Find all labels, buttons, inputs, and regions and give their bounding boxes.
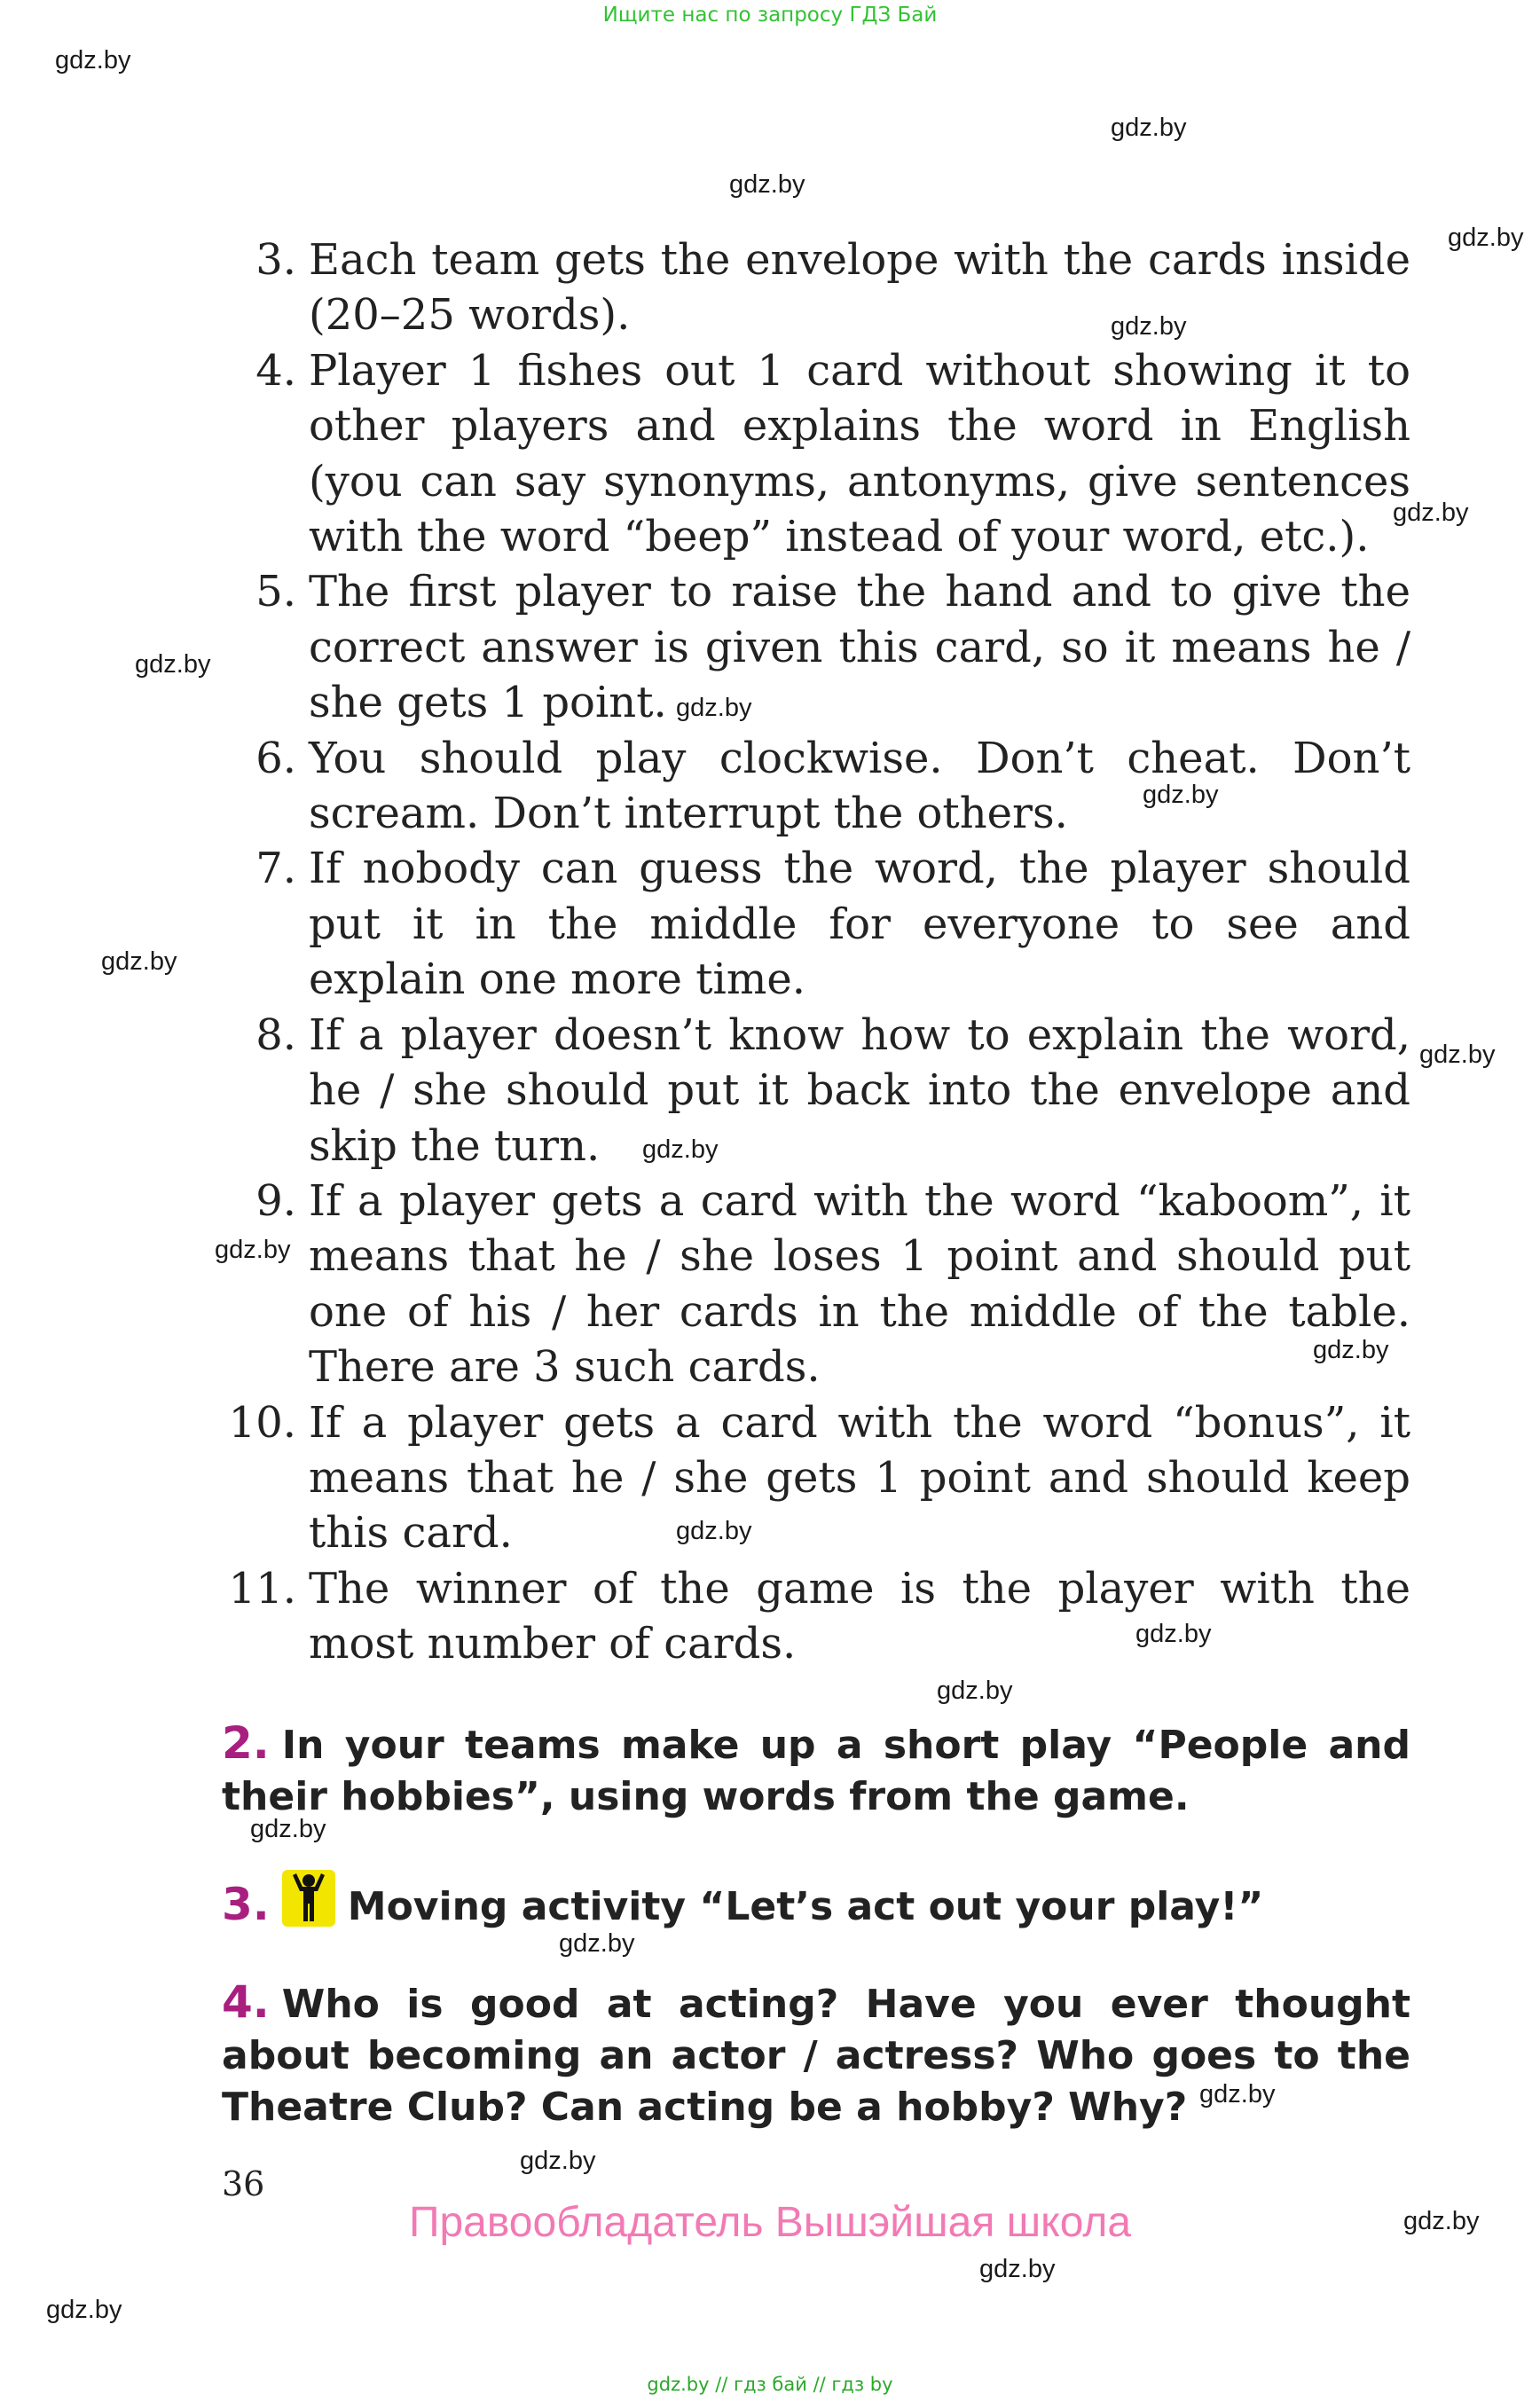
bottom-links[interactable]: gdz.by // гдз бай // гдз by	[647, 2374, 893, 2395]
rule-text: Player 1 fishes out 1 card without showing it to other players and explains the word in English (you can say synonyms, antonyms, give sentences with the word “beep” instead of your word, etc.).	[309, 345, 1410, 562]
watermark: gdz.by	[520, 2147, 596, 2175]
watermark: gdz.by	[215, 1236, 291, 1264]
task-number: 4.	[222, 1976, 270, 2028]
rule-text: The winner of the game is the player with the most number of cards.	[309, 1563, 1410, 1669]
rule-item	[211, 841, 1410, 1007]
page-number: 36	[222, 2164, 265, 2203]
rule-number: 4.	[255, 345, 296, 396]
watermark: gdz.by	[1199, 2080, 1276, 2109]
rule-item	[211, 1008, 1410, 1174]
rule-number: 5.	[255, 567, 296, 617]
task-text: In your teams make up a short play “People and their hobbies”, using words from the game.	[222, 1723, 1410, 1819]
watermark: gdz.by	[1135, 1620, 1212, 1648]
game-rules-list	[211, 232, 1410, 1672]
watermark: gdz.by	[642, 1135, 719, 1164]
task-text: Who is good at acting? Have you ever thought about becoming an actor / actress? Who goes to the Theatre Club? Can acting be a hobby? Why?	[222, 1982, 1410, 2130]
task-3	[222, 1870, 1410, 1933]
rule-number: 11.	[228, 1563, 296, 1614]
rule-text: If a player doesn’t know how to explain the word, he / she should put it back into the envelope and skip the turn.	[309, 1009, 1410, 1171]
rule-item	[211, 232, 1410, 343]
rule-number: 10.	[228, 1397, 296, 1448]
rule-text: You should play clockwise. Don’t cheat. Don’t scream. Don’t interrupt the others.	[309, 733, 1410, 839]
rule-number: 7.	[255, 844, 296, 894]
watermark: gdz.by	[676, 694, 752, 722]
rule-item	[211, 1174, 1410, 1395]
rule-item	[211, 343, 1410, 565]
rule-text: If a player gets a card with the word “bonus”, it means that he / she gets 1 point and should keep this card.	[309, 1397, 1410, 1559]
watermark: gdz.by	[250, 1815, 326, 1843]
rule-number: 6.	[255, 733, 296, 783]
top-banner: Ищите нас по запросу ГДЗ Бай	[602, 4, 938, 27]
task-4	[222, 1976, 1410, 2133]
watermark: gdz.by	[1313, 1336, 1389, 1364]
watermark: gdz.by	[1111, 114, 1187, 142]
rule-text: The first player to raise the hand and to give the correct answer is given this card, so it means he / she gets 1 point.	[309, 567, 1410, 728]
rule-text: Each team gets the envelope with the cards inside (20–25 words).	[309, 235, 1410, 341]
watermark: gdz.by	[979, 2255, 1056, 2283]
task-number: 3.	[222, 1879, 270, 1930]
watermark: gdz.by	[46, 2296, 122, 2324]
watermark: gdz.by	[1393, 499, 1469, 527]
watermark: gdz.by	[1419, 1041, 1496, 1069]
watermark: gdz.by	[937, 1677, 1013, 1705]
rule-item	[211, 1561, 1410, 1672]
watermark: gdz.by	[1143, 781, 1219, 809]
watermark: gdz.by	[1403, 2207, 1480, 2235]
rule-item	[211, 1395, 1410, 1561]
moving-activity-icon	[282, 1870, 335, 1927]
rule-number: 9.	[255, 1175, 296, 1226]
watermark: gdz.by	[1448, 224, 1524, 252]
task-2	[222, 1717, 1410, 1823]
rule-item	[211, 731, 1410, 842]
rule-number: 3.	[255, 235, 296, 285]
watermark: gdz.by	[676, 1517, 752, 1545]
watermark: gdz.by	[1111, 312, 1187, 341]
watermark: gdz.by	[101, 947, 177, 976]
watermark: gdz.by	[559, 1929, 635, 1958]
task-number: 2.	[222, 1717, 270, 1769]
copyright-notice: Правообладатель Вышэйшая школа	[408, 2199, 1132, 2246]
rule-text: If a player gets a card with the word “kaboom”, it means that he / she loses 1 point and should put one of his / her cards in the middle of the table. There are 3 such cards.	[309, 1175, 1410, 1393]
watermark: gdz.by	[55, 46, 131, 75]
watermark: gdz.by	[135, 650, 211, 679]
rule-number: 8.	[255, 1009, 296, 1060]
rule-item	[211, 564, 1410, 730]
watermark: gdz.by	[729, 170, 805, 199]
rule-text: If nobody can guess the word, the player should put it in the middle for everyone to see and explain one more time.	[309, 844, 1410, 1005]
task-text: Moving activity “Let’s act out your play!”	[347, 1884, 1264, 1929]
